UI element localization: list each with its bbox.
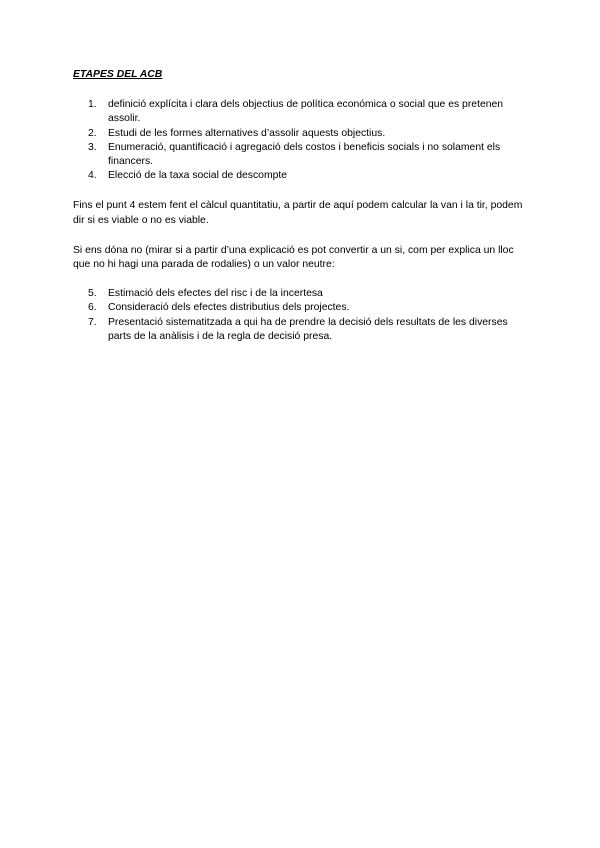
list-item-text: Presentació sistematitzada a qui ha de prendre la decisió dels resultats de les diverses parts de la anàlisis i de la regla de decisió presa. [108, 316, 508, 342]
list-item-number: 6. [88, 302, 97, 314]
document-title: ETAPES DEL ACB [73, 69, 163, 80]
paragraph-quantitative: Fins el punt 4 estem fent el càlcul quantitatiu, a partir de aquí podem calcular la van i la tir, podem dir si es viable o no es viable. [73, 200, 523, 226]
list-item [73, 141, 533, 169]
paragraph-neutral: Si ens dóna no (mirar si a partir d’una explicació es pot convertir a un si, com per explica un lloc que no hi hagi una parada de rodalies) o un valor neutre: [73, 244, 514, 271]
list-item-text: Elecció de la taxa social de descompte [108, 170, 288, 182]
list-item-number: 3. [88, 141, 97, 153]
list-item-number: 4. [88, 170, 97, 182]
list-item-text: definició explícita i clara dels objectius de política económica o social que es pretenen assolir. [108, 99, 504, 125]
document-content [73, 68, 533, 344]
list-item-text: Enumeració, quantificació i agregació dels costos i beneficis socials i no solament els financers. [108, 141, 501, 168]
list-item [73, 98, 533, 126]
list-item [73, 169, 533, 183]
list-item [73, 287, 533, 301]
list-item-text: Estimació dels efectes del risc i de la incertesa [108, 288, 323, 300]
list-item-number: 1. [88, 99, 97, 111]
list-item [73, 127, 533, 141]
stages-list-2 [73, 287, 533, 344]
list-item-number: 5. [88, 288, 97, 300]
list-item [73, 301, 533, 315]
list-item-text: Consideració dels efectes distributius dels projectes. [108, 302, 350, 314]
stages-list-1 [73, 98, 533, 183]
list-item-number: 2. [88, 127, 97, 139]
list-item [73, 316, 533, 344]
list-item-number: 7. [88, 316, 97, 328]
list-item-text: Estudi de les formes alternatives d’assolir aquests objectius. [108, 127, 386, 139]
